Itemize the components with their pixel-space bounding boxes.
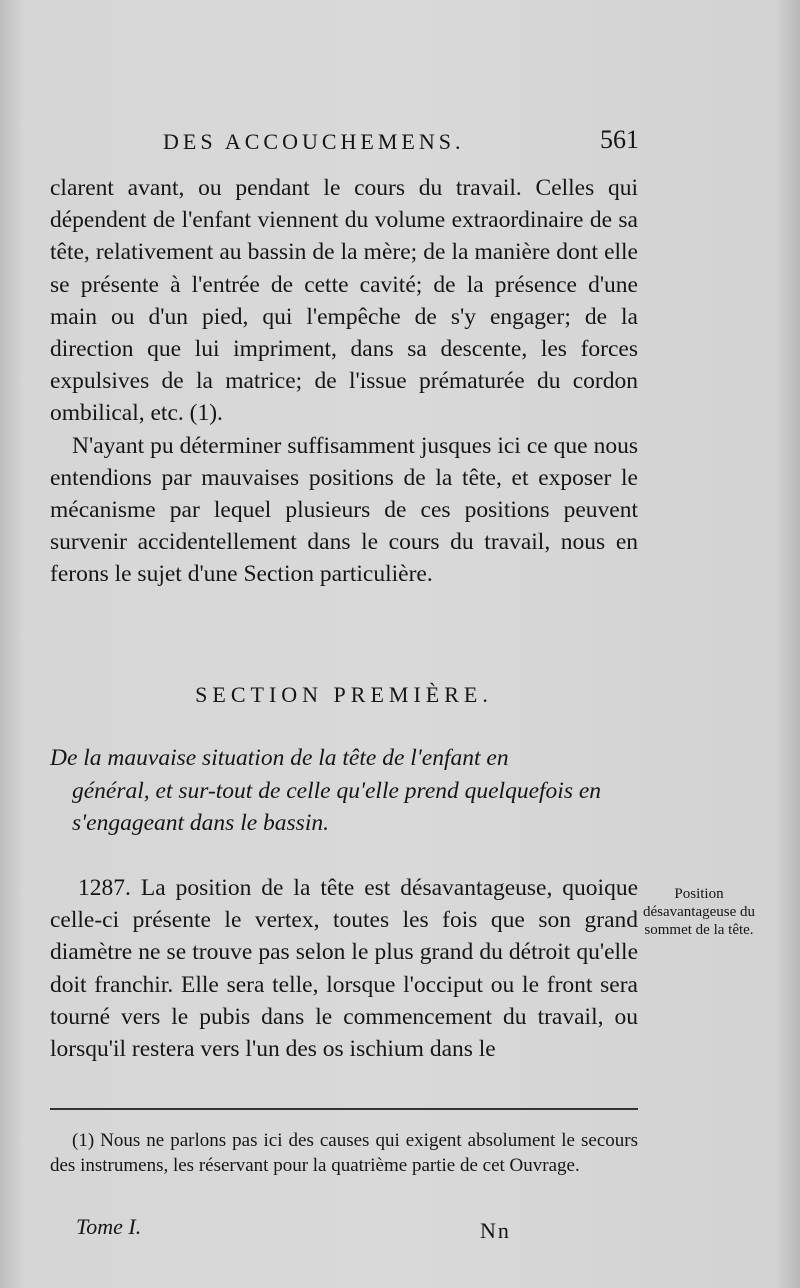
body-text <box>50 172 638 591</box>
subtitle-line: De la mauvaise situation de la tête de l'enfant en <box>50 745 509 771</box>
running-head: DES ACCOUCHEMENS. <box>163 129 465 154</box>
footnote-text: (1) Nous ne parlons pas ici des causes qui exigent absolument le secours des instrumens, les réservant pour la quatrième partie de cet Ouvrage. <box>50 1130 638 1176</box>
paragraph-1287: 1287. La position de la tête est désavantageuse, quoique celle-ci présente le vertex, toutes les fois que son grand diamètre ne se trouve pas selon le plus grand du détroit qu'elle doit franchir. Elle sera telle, lorsque l'occiput ou le front sera tourné vers le pubis dans le commencement du travail, ou lorsqu'il restera vers l'un des os ischium dans le <box>50 875 638 1063</box>
margin-note: Position désavantageuse du sommet de la tête. <box>642 886 756 938</box>
paragraph: N'ayant pu déterminer suffisamment jusques ici ce que nous entendions par mauvaises positions de la tête, et exposer le mécanisme par lequel plusieurs de ces positions peuvent survenir accidentellement dans le cours du travail, nous en ferons le sujet d'une Section particulière. <box>50 432 638 588</box>
section-title: SECTION PREMIÈRE. <box>195 682 493 707</box>
footnote-rule <box>50 1108 638 1110</box>
subtitle-continuation: général, et sur-tout de celle qu'elle prend quelquefois en s'engageant dans le bassin. <box>72 777 602 836</box>
page-header <box>163 125 639 161</box>
volume-signature: Tome I. <box>76 1214 142 1239</box>
signature-mark: Nn <box>480 1218 511 1243</box>
paragraph: clarent avant, ou pendant le cours du travail. Celles qui dépendent de l'enfant viennent du volume extraordinaire de sa tête, relativement au bassin de la mère; de la manière dont elle se présente à l'entrée de cette cavité; de la présence d'une main ou d'un pied, qui l'empêche de s'y engager; de la direction que lui impriment, dans sa descente, les forces expulsives de la matrice; de l'issue prématurée du cordon ombilical, etc. (1). <box>50 175 638 427</box>
page-number: 561 <box>600 125 639 154</box>
section-subtitle <box>50 742 638 840</box>
footnote <box>50 1128 638 1178</box>
